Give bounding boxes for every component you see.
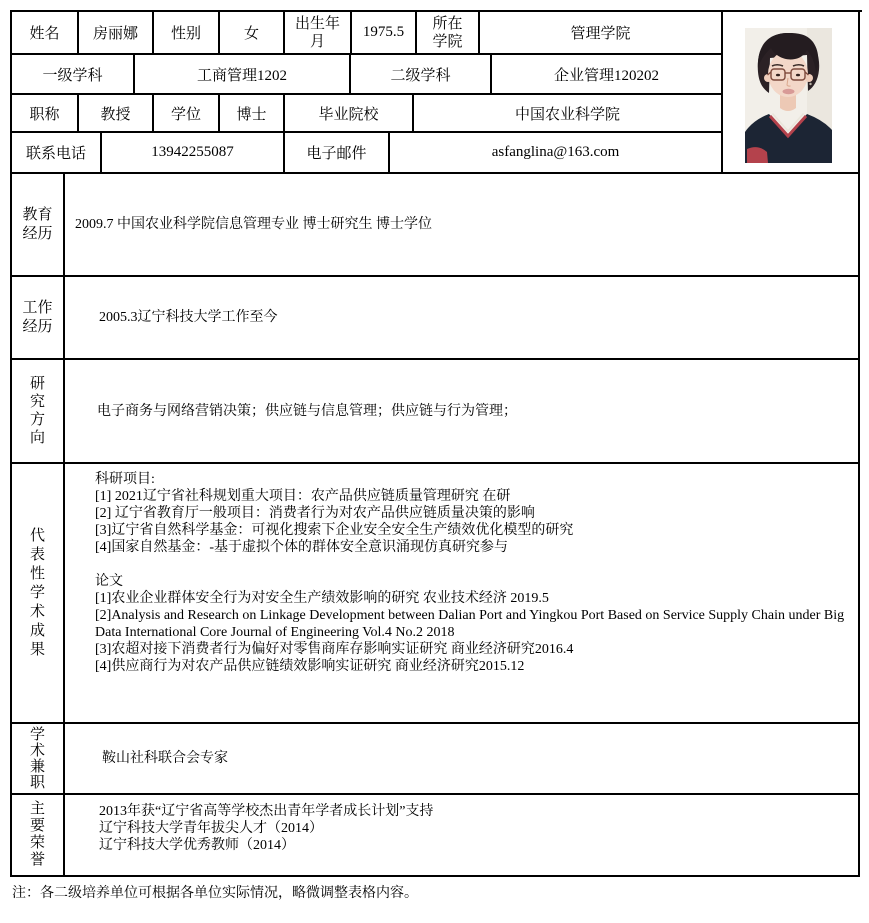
section-research — [12, 360, 862, 464]
text-line: [3]辽宁省自然科学基金：可视化搜索下企业安全安全生产绩效优化模型的研究 — [95, 523, 574, 538]
text-line: [1] 2021辽宁省社科规划重大项目：农产品供应链质量管理研究 在研 — [95, 489, 511, 504]
email-label-cell: 电子邮件 — [285, 133, 390, 174]
text-line: 电子商务与网络营销决策；供应链与信息管理；供应链与行为管理； — [97, 403, 517, 419]
birth-label-text: 出生年月 — [294, 15, 340, 50]
education-content-cell — [65, 174, 860, 277]
section-honors — [12, 795, 862, 877]
education-label-text: 教育经历 — [22, 206, 53, 242]
section-achievements — [12, 464, 862, 724]
portrait-photo — [745, 28, 832, 163]
section-education — [12, 174, 862, 277]
college-label-cell — [417, 12, 480, 55]
school-label-cell: 毕业院校 — [285, 95, 414, 133]
text-line: [4]供应商行为对农产品供应链绩效影响实证研究 商业经济研究2015.12 — [95, 659, 525, 674]
text-line: 2009.7 中国农业科学院信息管理专业 博士研究生 博士学位 — [75, 217, 432, 232]
title-label-cell: 职称 — [12, 95, 79, 133]
profile-header-fields — [12, 12, 723, 174]
text-line: [1]农业企业群体安全行为对安全生产绩效影响的研究 农业技术经济 2019.5 — [95, 591, 549, 606]
honors-label-cell — [12, 795, 65, 877]
college-label-text: 所在学院 — [432, 15, 463, 50]
achievements-label-text: 代表性学术成果 — [29, 527, 45, 658]
text-line: 2005.3辽宁科技大学工作至今 — [99, 310, 278, 325]
phone-value-cell: 13942255087 — [102, 133, 285, 174]
name-label-cell: 姓名 — [12, 12, 79, 55]
work-content-cell — [65, 277, 860, 360]
text-line: 2013年获“辽宁省高等学校杰出青年学者成长计划”支持 — [99, 804, 434, 819]
gender-value-cell: 女 — [220, 12, 285, 55]
research-content-cell — [65, 360, 860, 464]
header-row-3 — [12, 95, 723, 133]
work-label-cell — [12, 277, 65, 360]
text-line: [4]国家自然基金：-基于虚拟个体的群体安全意识涌现仿真研究参与 — [95, 540, 508, 555]
research-label-cell — [12, 360, 65, 464]
header-row-1 — [12, 12, 723, 55]
appointments-label-text: 学术兼职 — [29, 726, 45, 791]
text-line: 论文 — [95, 574, 123, 589]
college-value-cell: 管理学院 — [480, 12, 723, 55]
discipline1-value-cell: 工商管理1202 — [135, 55, 351, 95]
birth-label-cell — [285, 12, 352, 55]
photo-cell — [723, 12, 860, 174]
title-value-cell: 教授 — [79, 95, 154, 133]
text-line: 辽宁科技大学青年拔尖人才（2014） — [99, 821, 323, 836]
header-row-2 — [12, 55, 723, 95]
honors-content-cell — [65, 795, 860, 877]
text-line: 辽宁科技大学优秀教师（2014） — [99, 838, 295, 853]
degree-label-cell: 学位 — [154, 95, 220, 133]
birth-value-cell: 1975.5 — [352, 12, 417, 55]
section-appointments — [12, 724, 862, 795]
text-line — [95, 556, 846, 573]
honors-label-text: 主要荣誉 — [29, 801, 45, 868]
footer-note: 注：各二级培养单位可根据各单位实际情况，略微调整表格内容。 — [12, 886, 418, 901]
section-work — [12, 277, 862, 360]
email-value-cell: asfanglina@163.com — [390, 133, 723, 174]
text-line: 鞍山社科联合会专家 — [102, 751, 228, 766]
research-label-text: 研究方向 — [29, 376, 45, 446]
profile-header-block — [12, 12, 862, 174]
degree-value-cell: 博士 — [220, 95, 285, 133]
appointments-label-cell — [12, 724, 65, 795]
discipline2-label-cell: 二级学科 — [351, 55, 492, 95]
phone-label-cell: 联系电话 — [12, 133, 102, 174]
achievements-label-cell — [12, 464, 65, 724]
work-label-text: 工作经历 — [22, 299, 53, 335]
appointments-content-cell — [65, 724, 860, 795]
discipline2-value-cell: 企业管理120202 — [492, 55, 723, 95]
education-label-cell — [12, 174, 65, 277]
gender-label-cell: 性别 — [154, 12, 220, 55]
achievements-content-cell — [65, 464, 860, 724]
text-line: [2] 辽宁省教育厅一般项目：消费者行为对农产品供应链质量决策的影响 — [95, 506, 535, 521]
text-line: [3]农超对接下消费者行为偏好对零售商库存影响实证研究 商业经济研究2016.4 — [95, 642, 574, 657]
header-row-4 — [12, 133, 723, 174]
text-line: [2]Analysis and Research on Linkage Development between Dalian Port and Yingkou Port Based on Service Supply Chain under Big Data International Core Journal of Engineering Vol.4 No.2 2018 — [95, 608, 845, 640]
discipline1-label-cell: 一级学科 — [12, 55, 135, 95]
text-line: 科研项目: — [95, 472, 155, 487]
faculty-profile-table — [10, 10, 862, 877]
name-value-cell: 房丽娜 — [79, 12, 154, 55]
school-value-cell: 中国农业科学院 — [414, 95, 723, 133]
